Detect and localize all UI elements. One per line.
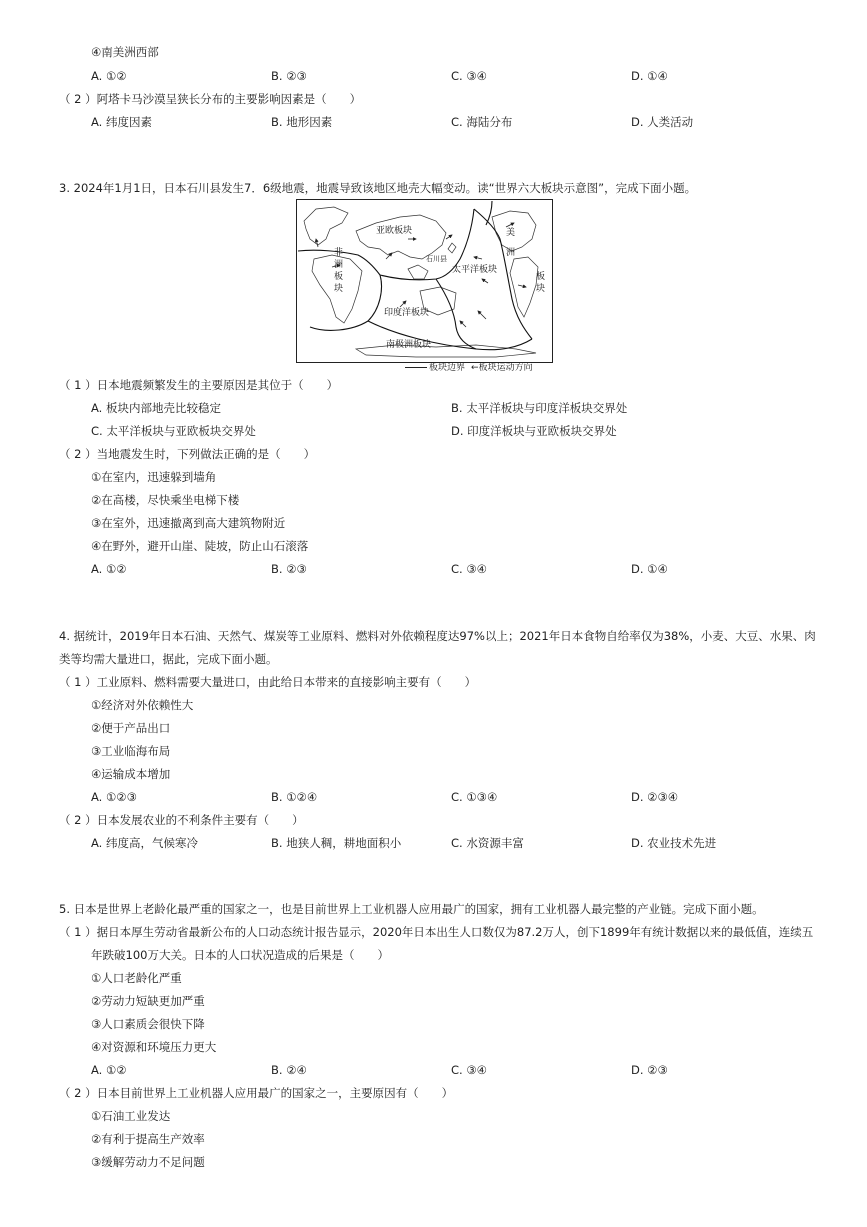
- q3-sub2-option-b[interactable]: B. ②③: [271, 562, 307, 576]
- q2-sub1-option-a[interactable]: A. ①②: [91, 69, 127, 83]
- q2-sub2-option-d[interactable]: D. 人类活动: [631, 115, 694, 129]
- q4-sub1-item-2: ②便于产品出口: [91, 721, 171, 735]
- world-plates-map: [296, 199, 553, 363]
- q4-stem-line-1: 4. 据统计，2019年日本石油、天然气、煤炭等工业原料、燃料对外依赖程度达97%以上；2021年日本食物自给率仅为38%，小麦、大豆、水果、肉: [59, 629, 816, 643]
- america-label-2: 洲: [506, 248, 516, 258]
- q3-stem: 3. 2024年1月1日，日本石川县发生7．6级地震，地震导致该地区地壳大幅变动。读“世界六大板块示意图”，完成下面小题。: [59, 181, 697, 195]
- q3-sub1-option-c[interactable]: C. 太平洋板块与亚欧板块交界处: [91, 424, 256, 438]
- antarctic-plate-label: 南极洲板块: [386, 340, 432, 350]
- q5-sub1-stem-line-2: 年跌破100万大关。日本的人口状况造成的后果是（ ）: [91, 948, 389, 962]
- q4-sub1-option-d[interactable]: D. ②③④: [631, 790, 679, 804]
- q5-sub2-stem: （ 2 ）日本目前世界上工业机器人应用最广的国家之一，主要原因有（ ）: [59, 1086, 454, 1100]
- q3-sub2-item-4: ④在野外，避开山崖、陡坡，防止山石滚落: [91, 539, 309, 553]
- q5-sub1-option-c[interactable]: C. ③④: [451, 1063, 487, 1077]
- q2-sub2-stem: （ 2 ）阿塔卡马沙漠呈狭长分布的主要影响因素是（ ）: [59, 92, 362, 106]
- q4-sub1-item-1: ①经济对外依赖性大: [91, 698, 194, 712]
- q4-sub2-option-d[interactable]: D. 农业技术先进: [631, 836, 717, 850]
- q3-sub2-item-2: ②在高楼，尽快乘坐电梯下楼: [91, 493, 240, 507]
- q3-sub2-stem: （ 2 ）当地震发生时，下列做法正确的是（ ）: [59, 447, 316, 461]
- q3-sub1-option-a[interactable]: A. 板块内部地壳比较稳定: [91, 401, 221, 415]
- q5-sub1-stem-line-1: （ 1 ）据日本厚生劳动省最新公布的人口动态统计报告显示，2020年日本出生人口数仅为87.2万人，创下1899年有统计数据以来的最低值，连续五: [59, 925, 814, 939]
- q2-sub1-option-d[interactable]: D. ①④: [631, 69, 668, 83]
- q5-sub1-item-3: ③人口素质会很快下降: [91, 1017, 205, 1031]
- q5-sub1-option-b[interactable]: B. ②④: [271, 1063, 307, 1077]
- q5-sub1-option-d[interactable]: D. ②③: [631, 1063, 668, 1077]
- arrow-left-icon: ←: [471, 363, 479, 373]
- q5-sub1-option-a[interactable]: A. ①②: [91, 1063, 127, 1077]
- q4-sub2-option-c[interactable]: C. 水资源丰富: [451, 836, 524, 850]
- q3-sub1-option-b[interactable]: B. 太平洋板块与印度洋板块交界处: [451, 401, 628, 415]
- boundary-line-icon: [405, 367, 427, 368]
- q5-sub2-item-3: ③缓解劳动力不足问题: [91, 1155, 205, 1169]
- q4-sub2-option-b[interactable]: B. 地狭人稠，耕地面积小: [271, 836, 402, 850]
- africa-label-2: 洲: [334, 260, 344, 270]
- q4-sub1-option-a[interactable]: A. ①②③: [91, 790, 137, 804]
- q3-sub2-item-1: ①在室内，迅速躲到墙角: [91, 470, 217, 484]
- legend-motion: 板块运动方向: [478, 363, 533, 373]
- q4-sub1-option-c[interactable]: C. ①③④: [451, 790, 498, 804]
- q2-sub1-option-b[interactable]: B. ②③: [271, 69, 307, 83]
- q2-item-4: ④南美洲西部: [91, 45, 159, 59]
- q2-sub2-option-b[interactable]: B. 地形因素: [271, 115, 333, 129]
- q4-stem-line-2: 类等均需大量进口，据此，完成下面小题。: [59, 652, 278, 666]
- ishikawa-label: 石川县: [426, 255, 447, 263]
- q4-sub1-item-4: ④运输成本增加: [91, 767, 171, 781]
- q4-sub1-option-b[interactable]: B. ①②④: [271, 790, 318, 804]
- america-label-3: 板: [536, 272, 546, 282]
- eurasia-plate-label: 亚欧板块: [376, 226, 413, 236]
- q2-sub2-option-c[interactable]: C. 海陆分布: [451, 115, 513, 129]
- q3-sub1-option-d[interactable]: D. 印度洋板块与亚欧板块交界处: [451, 424, 617, 438]
- map-legend: [405, 362, 533, 374]
- q3-sub1-stem: （ 1 ）日本地震频繁发生的主要原因是其位于（ ）: [59, 378, 339, 392]
- q5-sub2-item-2: ②有利于提高生产效率: [91, 1132, 205, 1146]
- q4-sub1-stem: （ 1 ）工业原料、燃料需要大量进口，由此给日本带来的直接影响主要有（ ）: [59, 675, 477, 689]
- q3-sub2-item-3: ③在室外，迅速撤离到高大建筑物附近: [91, 516, 286, 530]
- q3-sub2-option-a[interactable]: A. ①②: [91, 562, 127, 576]
- africa-label-1: 非: [334, 248, 344, 258]
- africa-label-3: 板: [334, 272, 344, 282]
- q5-sub1-item-4: ④对资源和环境压力更大: [91, 1040, 217, 1054]
- q5-sub1-item-1: ①人口老龄化严重: [91, 971, 182, 985]
- q2-sub1-option-c[interactable]: C. ③④: [451, 69, 487, 83]
- q4-sub2-stem: （ 2 ）日本发展农业的不利条件主要有（ ）: [59, 813, 304, 827]
- q5-sub2-item-1: ①石油工业发达: [91, 1109, 171, 1123]
- q3-sub2-option-c[interactable]: C. ③④: [451, 562, 487, 576]
- q2-sub2-option-a[interactable]: A. 纬度因素: [91, 115, 152, 129]
- africa-label-4: 块: [334, 284, 344, 294]
- q3-sub2-option-d[interactable]: D. ①④: [631, 562, 668, 576]
- america-label-4: 块: [536, 284, 546, 294]
- q5-sub1-item-2: ②劳动力短缺更加严重: [91, 994, 205, 1008]
- q5-stem: 5. 日本是世界上老龄化最严重的国家之一，也是目前世界上工业机器人应用最广的国家，拥有工业机器人最完整的产业链。完成下面小题。: [59, 902, 764, 916]
- america-label-1: 美: [506, 228, 516, 238]
- q4-sub2-option-a[interactable]: A. 纬度高，气候寒冷: [91, 836, 198, 850]
- q4-sub1-item-3: ③工业临海布局: [91, 744, 171, 758]
- legend-boundary: 板块边界: [429, 363, 466, 373]
- indian-plate-label: 印度洋板块: [384, 308, 430, 318]
- pacific-plate-label: 太平洋板块: [452, 265, 498, 275]
